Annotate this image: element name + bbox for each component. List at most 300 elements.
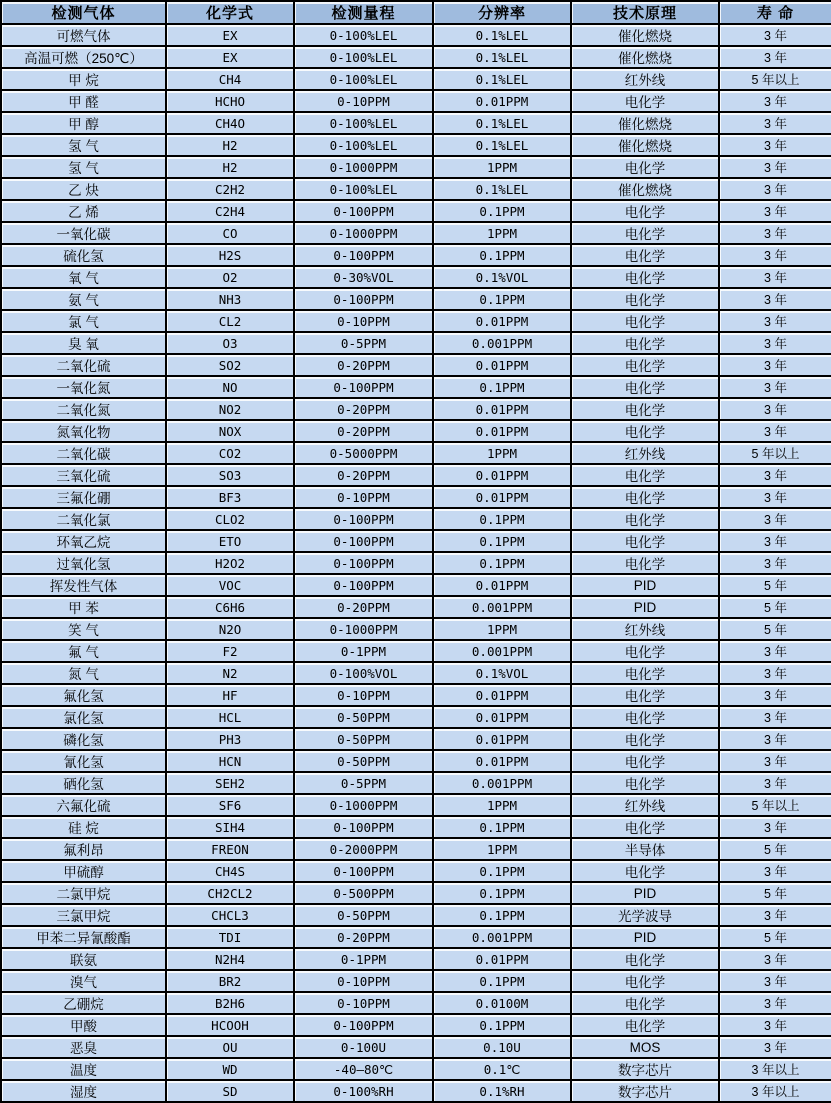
cell-lifespan: 5 年以上 xyxy=(719,794,831,816)
cell-formula: HCL xyxy=(166,706,294,728)
cell-gas: 一氧化氮 xyxy=(1,376,166,398)
cell-principle: MOS xyxy=(571,1036,719,1058)
cell-range: 0-100%LEL xyxy=(294,134,433,156)
cell-range: 0-100PPM xyxy=(294,376,433,398)
cell-principle: 光学波导 xyxy=(571,904,719,926)
cell-resolution: 0.1PPM xyxy=(433,860,571,882)
cell-resolution: 0.1%LEL xyxy=(433,178,571,200)
cell-gas: 二氯甲烷 xyxy=(1,882,166,904)
cell-formula: CO2 xyxy=(166,442,294,464)
cell-formula: HCOOH xyxy=(166,1014,294,1036)
cell-gas: 可燃气体 xyxy=(1,24,166,46)
cell-principle: 电化学 xyxy=(571,310,719,332)
cell-gas: 恶臭 xyxy=(1,1036,166,1058)
cell-lifespan: 3 年 xyxy=(719,332,831,354)
cell-lifespan: 3 年 xyxy=(719,90,831,112)
cell-formula: BR2 xyxy=(166,970,294,992)
table-row xyxy=(1,882,831,904)
cell-principle: 电化学 xyxy=(571,288,719,310)
cell-resolution: 1PPM xyxy=(433,442,571,464)
table-row xyxy=(1,706,831,728)
cell-principle: 催化燃烧 xyxy=(571,46,719,68)
cell-principle: 电化学 xyxy=(571,398,719,420)
cell-principle: 半导体 xyxy=(571,838,719,860)
cell-gas: 氯 气 xyxy=(1,310,166,332)
cell-gas: 硒化氢 xyxy=(1,772,166,794)
cell-formula: B2H6 xyxy=(166,992,294,1014)
cell-principle: 数字芯片 xyxy=(571,1080,719,1102)
cell-range: 0-100PPM xyxy=(294,288,433,310)
cell-gas: 磷化氢 xyxy=(1,728,166,750)
cell-principle: 电化学 xyxy=(571,706,719,728)
cell-gas: 二氧化氯 xyxy=(1,508,166,530)
table-row xyxy=(1,552,831,574)
cell-resolution: 0.1PPM xyxy=(433,882,571,904)
cell-lifespan: 3 年 xyxy=(719,24,831,46)
cell-resolution: 1PPM xyxy=(433,838,571,860)
cell-range: 0-100PPM xyxy=(294,1014,433,1036)
cell-principle: PID xyxy=(571,882,719,904)
cell-range: -40—80℃ xyxy=(294,1058,433,1080)
table-row xyxy=(1,728,831,750)
table-row xyxy=(1,200,831,222)
cell-formula: H2O2 xyxy=(166,552,294,574)
cell-principle: 电化学 xyxy=(571,992,719,1014)
cell-principle: 催化燃烧 xyxy=(571,134,719,156)
cell-gas: 挥发性气体 xyxy=(1,574,166,596)
cell-gas: 温度 xyxy=(1,1058,166,1080)
cell-gas: 高温可燃（250℃） xyxy=(1,46,166,68)
cell-formula: EX xyxy=(166,46,294,68)
cell-gas: 二氧化硫 xyxy=(1,354,166,376)
cell-gas: 氮氧化物 xyxy=(1,420,166,442)
cell-gas: 乙 炔 xyxy=(1,178,166,200)
cell-principle: 催化燃烧 xyxy=(571,112,719,134)
table-row xyxy=(1,68,831,90)
cell-lifespan: 5 年 xyxy=(719,618,831,640)
table-row xyxy=(1,596,831,618)
table-row xyxy=(1,904,831,926)
cell-range: 0-100%VOL xyxy=(294,662,433,684)
cell-lifespan: 3 年 xyxy=(719,46,831,68)
cell-formula: VOC xyxy=(166,574,294,596)
cell-range: 0-100PPM xyxy=(294,508,433,530)
cell-resolution: 0.1PPM xyxy=(433,200,571,222)
table-row xyxy=(1,618,831,640)
table-header xyxy=(1,1,831,24)
cell-principle: PID xyxy=(571,596,719,618)
table-row xyxy=(1,46,831,68)
cell-resolution: 0.1PPM xyxy=(433,530,571,552)
table-row xyxy=(1,156,831,178)
cell-lifespan: 5 年 xyxy=(719,596,831,618)
cell-formula: TDI xyxy=(166,926,294,948)
cell-lifespan: 5 年 xyxy=(719,926,831,948)
cell-range: 0-100PPM xyxy=(294,244,433,266)
cell-resolution: 0.1PPM xyxy=(433,1014,571,1036)
cell-principle: 电化学 xyxy=(571,266,719,288)
cell-gas: 氧 气 xyxy=(1,266,166,288)
cell-range: 0-50PPM xyxy=(294,750,433,772)
cell-gas: 六氟化硫 xyxy=(1,794,166,816)
cell-lifespan: 5 年 xyxy=(719,882,831,904)
cell-resolution: 0.1PPM xyxy=(433,244,571,266)
cell-gas: 甲 苯 xyxy=(1,596,166,618)
cell-principle: 电化学 xyxy=(571,376,719,398)
cell-resolution: 0.001PPM xyxy=(433,926,571,948)
cell-gas: 三氧化硫 xyxy=(1,464,166,486)
cell-resolution: 0.1%LEL xyxy=(433,134,571,156)
column-header-formula: 化学式 xyxy=(166,1,294,24)
cell-formula: NO xyxy=(166,376,294,398)
cell-principle: 催化燃烧 xyxy=(571,178,719,200)
cell-formula: CL2 xyxy=(166,310,294,332)
cell-lifespan: 3 年以上 xyxy=(719,1080,831,1102)
cell-formula: WD xyxy=(166,1058,294,1080)
cell-formula: CH4S xyxy=(166,860,294,882)
cell-gas: 硅 烷 xyxy=(1,816,166,838)
cell-range: 0-5000PPM xyxy=(294,442,433,464)
cell-gas: 氢 气 xyxy=(1,134,166,156)
cell-range: 0-10PPM xyxy=(294,684,433,706)
cell-resolution: 0.001PPM xyxy=(433,596,571,618)
cell-gas: 氰化氢 xyxy=(1,750,166,772)
cell-resolution: 0.1PPM xyxy=(433,376,571,398)
cell-formula: O3 xyxy=(166,332,294,354)
cell-lifespan: 3 年 xyxy=(719,200,831,222)
cell-resolution: 0.01PPM xyxy=(433,310,571,332)
cell-lifespan: 3 年 xyxy=(719,662,831,684)
cell-resolution: 0.10U xyxy=(433,1036,571,1058)
cell-range: 0-30%VOL xyxy=(294,266,433,288)
cell-principle: 电化学 xyxy=(571,420,719,442)
cell-formula: FREON xyxy=(166,838,294,860)
cell-range: 0-5PPM xyxy=(294,772,433,794)
cell-range: 0-20PPM xyxy=(294,398,433,420)
table-row xyxy=(1,178,831,200)
cell-resolution: 0.001PPM xyxy=(433,332,571,354)
cell-range: 0-5PPM xyxy=(294,332,433,354)
cell-principle: PID xyxy=(571,574,719,596)
cell-resolution: 1PPM xyxy=(433,156,571,178)
cell-resolution: 0.01PPM xyxy=(433,684,571,706)
cell-gas: 氢 气 xyxy=(1,156,166,178)
cell-principle: 电化学 xyxy=(571,530,719,552)
cell-principle: 电化学 xyxy=(571,860,719,882)
cell-gas: 二氧化氮 xyxy=(1,398,166,420)
table-body xyxy=(1,24,831,1102)
table-row xyxy=(1,486,831,508)
cell-range: 0-10PPM xyxy=(294,310,433,332)
table-row xyxy=(1,750,831,772)
cell-lifespan: 3 年 xyxy=(719,904,831,926)
table-row xyxy=(1,376,831,398)
cell-formula: EX xyxy=(166,24,294,46)
cell-gas: 氟利昂 xyxy=(1,838,166,860)
cell-formula: HCN xyxy=(166,750,294,772)
cell-lifespan: 3 年 xyxy=(719,750,831,772)
cell-principle: 电化学 xyxy=(571,816,719,838)
cell-principle: 电化学 xyxy=(571,1014,719,1036)
table-row xyxy=(1,354,831,376)
header-row xyxy=(1,1,831,24)
cell-lifespan: 3 年 xyxy=(719,948,831,970)
cell-gas: 氟 气 xyxy=(1,640,166,662)
cell-lifespan: 3 年 xyxy=(719,310,831,332)
cell-formula: HF xyxy=(166,684,294,706)
cell-range: 0-1PPM xyxy=(294,640,433,662)
cell-range: 0-100%LEL xyxy=(294,112,433,134)
table-row xyxy=(1,992,831,1014)
cell-lifespan: 3 年 xyxy=(719,178,831,200)
cell-range: 0-1000PPM xyxy=(294,794,433,816)
cell-range: 0-100U xyxy=(294,1036,433,1058)
cell-formula: CH2CL2 xyxy=(166,882,294,904)
cell-resolution: 0.01PPM xyxy=(433,464,571,486)
cell-resolution: 0.001PPM xyxy=(433,772,571,794)
cell-principle: 电化学 xyxy=(571,552,719,574)
cell-gas: 甲 醇 xyxy=(1,112,166,134)
table-row xyxy=(1,508,831,530)
cell-principle: 电化学 xyxy=(571,970,719,992)
cell-gas: 环氧乙烷 xyxy=(1,530,166,552)
cell-principle: 电化学 xyxy=(571,354,719,376)
cell-range: 0-50PPM xyxy=(294,706,433,728)
table-row xyxy=(1,332,831,354)
table-row xyxy=(1,948,831,970)
cell-range: 0-100PPM xyxy=(294,574,433,596)
cell-principle: 催化燃烧 xyxy=(571,24,719,46)
table-row xyxy=(1,464,831,486)
cell-range: 0-1000PPM xyxy=(294,618,433,640)
table-row xyxy=(1,310,831,332)
table-row xyxy=(1,574,831,596)
cell-range: 0-20PPM xyxy=(294,420,433,442)
cell-formula: N2H4 xyxy=(166,948,294,970)
cell-formula: C2H4 xyxy=(166,200,294,222)
cell-lifespan: 3 年 xyxy=(719,156,831,178)
cell-lifespan: 3 年 xyxy=(719,486,831,508)
cell-resolution: 0.01PPM xyxy=(433,398,571,420)
cell-principle: 电化学 xyxy=(571,222,719,244)
cell-range: 0-50PPM xyxy=(294,904,433,926)
cell-lifespan: 5 年以上 xyxy=(719,68,831,90)
cell-lifespan: 3 年 xyxy=(719,464,831,486)
cell-formula: SEH2 xyxy=(166,772,294,794)
cell-gas: 氯化氢 xyxy=(1,706,166,728)
table-row xyxy=(1,222,831,244)
cell-formula: NH3 xyxy=(166,288,294,310)
cell-gas: 甲苯二异氰酸酯 xyxy=(1,926,166,948)
cell-gas: 甲 醛 xyxy=(1,90,166,112)
cell-principle: 电化学 xyxy=(571,156,719,178)
cell-resolution: 1PPM xyxy=(433,618,571,640)
cell-range: 0-1000PPM xyxy=(294,156,433,178)
cell-principle: 电化学 xyxy=(571,772,719,794)
table-row xyxy=(1,662,831,684)
cell-range: 0-10PPM xyxy=(294,970,433,992)
table-row xyxy=(1,420,831,442)
cell-resolution: 0.01PPM xyxy=(433,750,571,772)
cell-resolution: 0.01PPM xyxy=(433,486,571,508)
cell-formula: NO2 xyxy=(166,398,294,420)
cell-lifespan: 3 年 xyxy=(719,398,831,420)
cell-formula: CHCL3 xyxy=(166,904,294,926)
cell-range: 0-20PPM xyxy=(294,926,433,948)
cell-formula: NOX xyxy=(166,420,294,442)
cell-principle: 红外线 xyxy=(571,68,719,90)
cell-gas: 过氧化氢 xyxy=(1,552,166,574)
table-row xyxy=(1,244,831,266)
cell-formula: PH3 xyxy=(166,728,294,750)
cell-formula: SD xyxy=(166,1080,294,1102)
cell-resolution: 0.01PPM xyxy=(433,354,571,376)
cell-lifespan: 3 年 xyxy=(719,354,831,376)
cell-resolution: 0.1%RH xyxy=(433,1080,571,1102)
cell-formula: F2 xyxy=(166,640,294,662)
cell-lifespan: 3 年 xyxy=(719,816,831,838)
table-row xyxy=(1,24,831,46)
cell-resolution: 0.01PPM xyxy=(433,420,571,442)
table-row xyxy=(1,816,831,838)
cell-formula: N2 xyxy=(166,662,294,684)
cell-formula: OU xyxy=(166,1036,294,1058)
cell-resolution: 0.01PPM xyxy=(433,706,571,728)
cell-principle: 电化学 xyxy=(571,750,719,772)
cell-principle: 电化学 xyxy=(571,486,719,508)
cell-principle: 电化学 xyxy=(571,464,719,486)
column-header-lifespan: 寿 命 xyxy=(719,1,831,24)
cell-lifespan: 3 年 xyxy=(719,706,831,728)
cell-resolution: 1PPM xyxy=(433,794,571,816)
cell-formula: SIH4 xyxy=(166,816,294,838)
cell-formula: ETO xyxy=(166,530,294,552)
table-row xyxy=(1,134,831,156)
cell-resolution: 0.01PPM xyxy=(433,574,571,596)
cell-range: 0-100%LEL xyxy=(294,68,433,90)
cell-resolution: 0.001PPM xyxy=(433,640,571,662)
cell-range: 0-100%RH xyxy=(294,1080,433,1102)
cell-range: 0-20PPM xyxy=(294,596,433,618)
table-row xyxy=(1,970,831,992)
cell-principle: 电化学 xyxy=(571,728,719,750)
cell-resolution: 0.1℃ xyxy=(433,1058,571,1080)
cell-range: 0-100PPM xyxy=(294,200,433,222)
cell-resolution: 0.1PPM xyxy=(433,508,571,530)
cell-lifespan: 3 年 xyxy=(719,992,831,1014)
cell-lifespan: 3 年 xyxy=(719,1036,831,1058)
cell-lifespan: 3 年 xyxy=(719,134,831,156)
cell-lifespan: 3 年 xyxy=(719,1014,831,1036)
cell-lifespan: 3 年 xyxy=(719,508,831,530)
table-row xyxy=(1,684,831,706)
cell-range: 0-1000PPM xyxy=(294,222,433,244)
cell-range: 0-100%LEL xyxy=(294,178,433,200)
cell-resolution: 0.0100M xyxy=(433,992,571,1014)
cell-lifespan: 5 年 xyxy=(719,574,831,596)
cell-formula: SO3 xyxy=(166,464,294,486)
cell-range: 0-100PPM xyxy=(294,860,433,882)
cell-lifespan: 5 年以上 xyxy=(719,442,831,464)
cell-principle: 电化学 xyxy=(571,640,719,662)
cell-formula: H2S xyxy=(166,244,294,266)
cell-principle: 电化学 xyxy=(571,684,719,706)
cell-formula: CLO2 xyxy=(166,508,294,530)
cell-principle: 数字芯片 xyxy=(571,1058,719,1080)
table-row xyxy=(1,1080,831,1102)
cell-lifespan: 3 年 xyxy=(719,728,831,750)
cell-gas: 湿度 xyxy=(1,1080,166,1102)
table-row xyxy=(1,530,831,552)
cell-lifespan: 3 年 xyxy=(719,552,831,574)
cell-resolution: 0.01PPM xyxy=(433,728,571,750)
cell-range: 0-2000PPM xyxy=(294,838,433,860)
cell-resolution: 0.1PPM xyxy=(433,816,571,838)
cell-range: 0-20PPM xyxy=(294,354,433,376)
cell-formula: BF3 xyxy=(166,486,294,508)
cell-resolution: 0.1%LEL xyxy=(433,46,571,68)
cell-lifespan: 5 年 xyxy=(719,838,831,860)
cell-resolution: 0.01PPM xyxy=(433,948,571,970)
cell-formula: H2 xyxy=(166,156,294,178)
cell-gas: 三氯甲烷 xyxy=(1,904,166,926)
cell-gas: 联氨 xyxy=(1,948,166,970)
cell-formula: CH4 xyxy=(166,68,294,90)
cell-formula: HCHO xyxy=(166,90,294,112)
table-row xyxy=(1,442,831,464)
cell-gas: 甲酸 xyxy=(1,1014,166,1036)
table-row xyxy=(1,398,831,420)
column-header-gas: 检测气体 xyxy=(1,1,166,24)
cell-principle: 红外线 xyxy=(571,442,719,464)
table-row xyxy=(1,794,831,816)
column-header-principle: 技术原理 xyxy=(571,1,719,24)
cell-lifespan: 3 年 xyxy=(719,420,831,442)
cell-gas: 氟化氢 xyxy=(1,684,166,706)
cell-formula: C2H2 xyxy=(166,178,294,200)
cell-resolution: 1PPM xyxy=(433,222,571,244)
cell-gas: 甲 烷 xyxy=(1,68,166,90)
column-header-resolution: 分辨率 xyxy=(433,1,571,24)
cell-resolution: 0.1%LEL xyxy=(433,68,571,90)
cell-lifespan: 3 年 xyxy=(719,772,831,794)
table-row xyxy=(1,1058,831,1080)
cell-formula: CH4O xyxy=(166,112,294,134)
cell-lifespan: 3 年 xyxy=(719,222,831,244)
cell-principle: 红外线 xyxy=(571,794,719,816)
cell-gas: 二氧化碳 xyxy=(1,442,166,464)
cell-range: 0-10PPM xyxy=(294,992,433,1014)
cell-principle: 电化学 xyxy=(571,948,719,970)
cell-lifespan: 3 年 xyxy=(719,266,831,288)
cell-range: 0-100%LEL xyxy=(294,24,433,46)
column-header-range: 检测量程 xyxy=(294,1,433,24)
table-row xyxy=(1,772,831,794)
cell-resolution: 0.1%VOL xyxy=(433,266,571,288)
cell-formula: CO xyxy=(166,222,294,244)
cell-principle: 电化学 xyxy=(571,332,719,354)
table-row xyxy=(1,1036,831,1058)
cell-lifespan: 3 年 xyxy=(719,112,831,134)
cell-gas: 甲硫醇 xyxy=(1,860,166,882)
cell-gas: 乙硼烷 xyxy=(1,992,166,1014)
cell-principle: 电化学 xyxy=(571,508,719,530)
cell-range: 0-100PPM xyxy=(294,552,433,574)
cell-formula: O2 xyxy=(166,266,294,288)
cell-gas: 氮 气 xyxy=(1,662,166,684)
cell-resolution: 0.01PPM xyxy=(433,90,571,112)
cell-resolution: 0.1%LEL xyxy=(433,24,571,46)
